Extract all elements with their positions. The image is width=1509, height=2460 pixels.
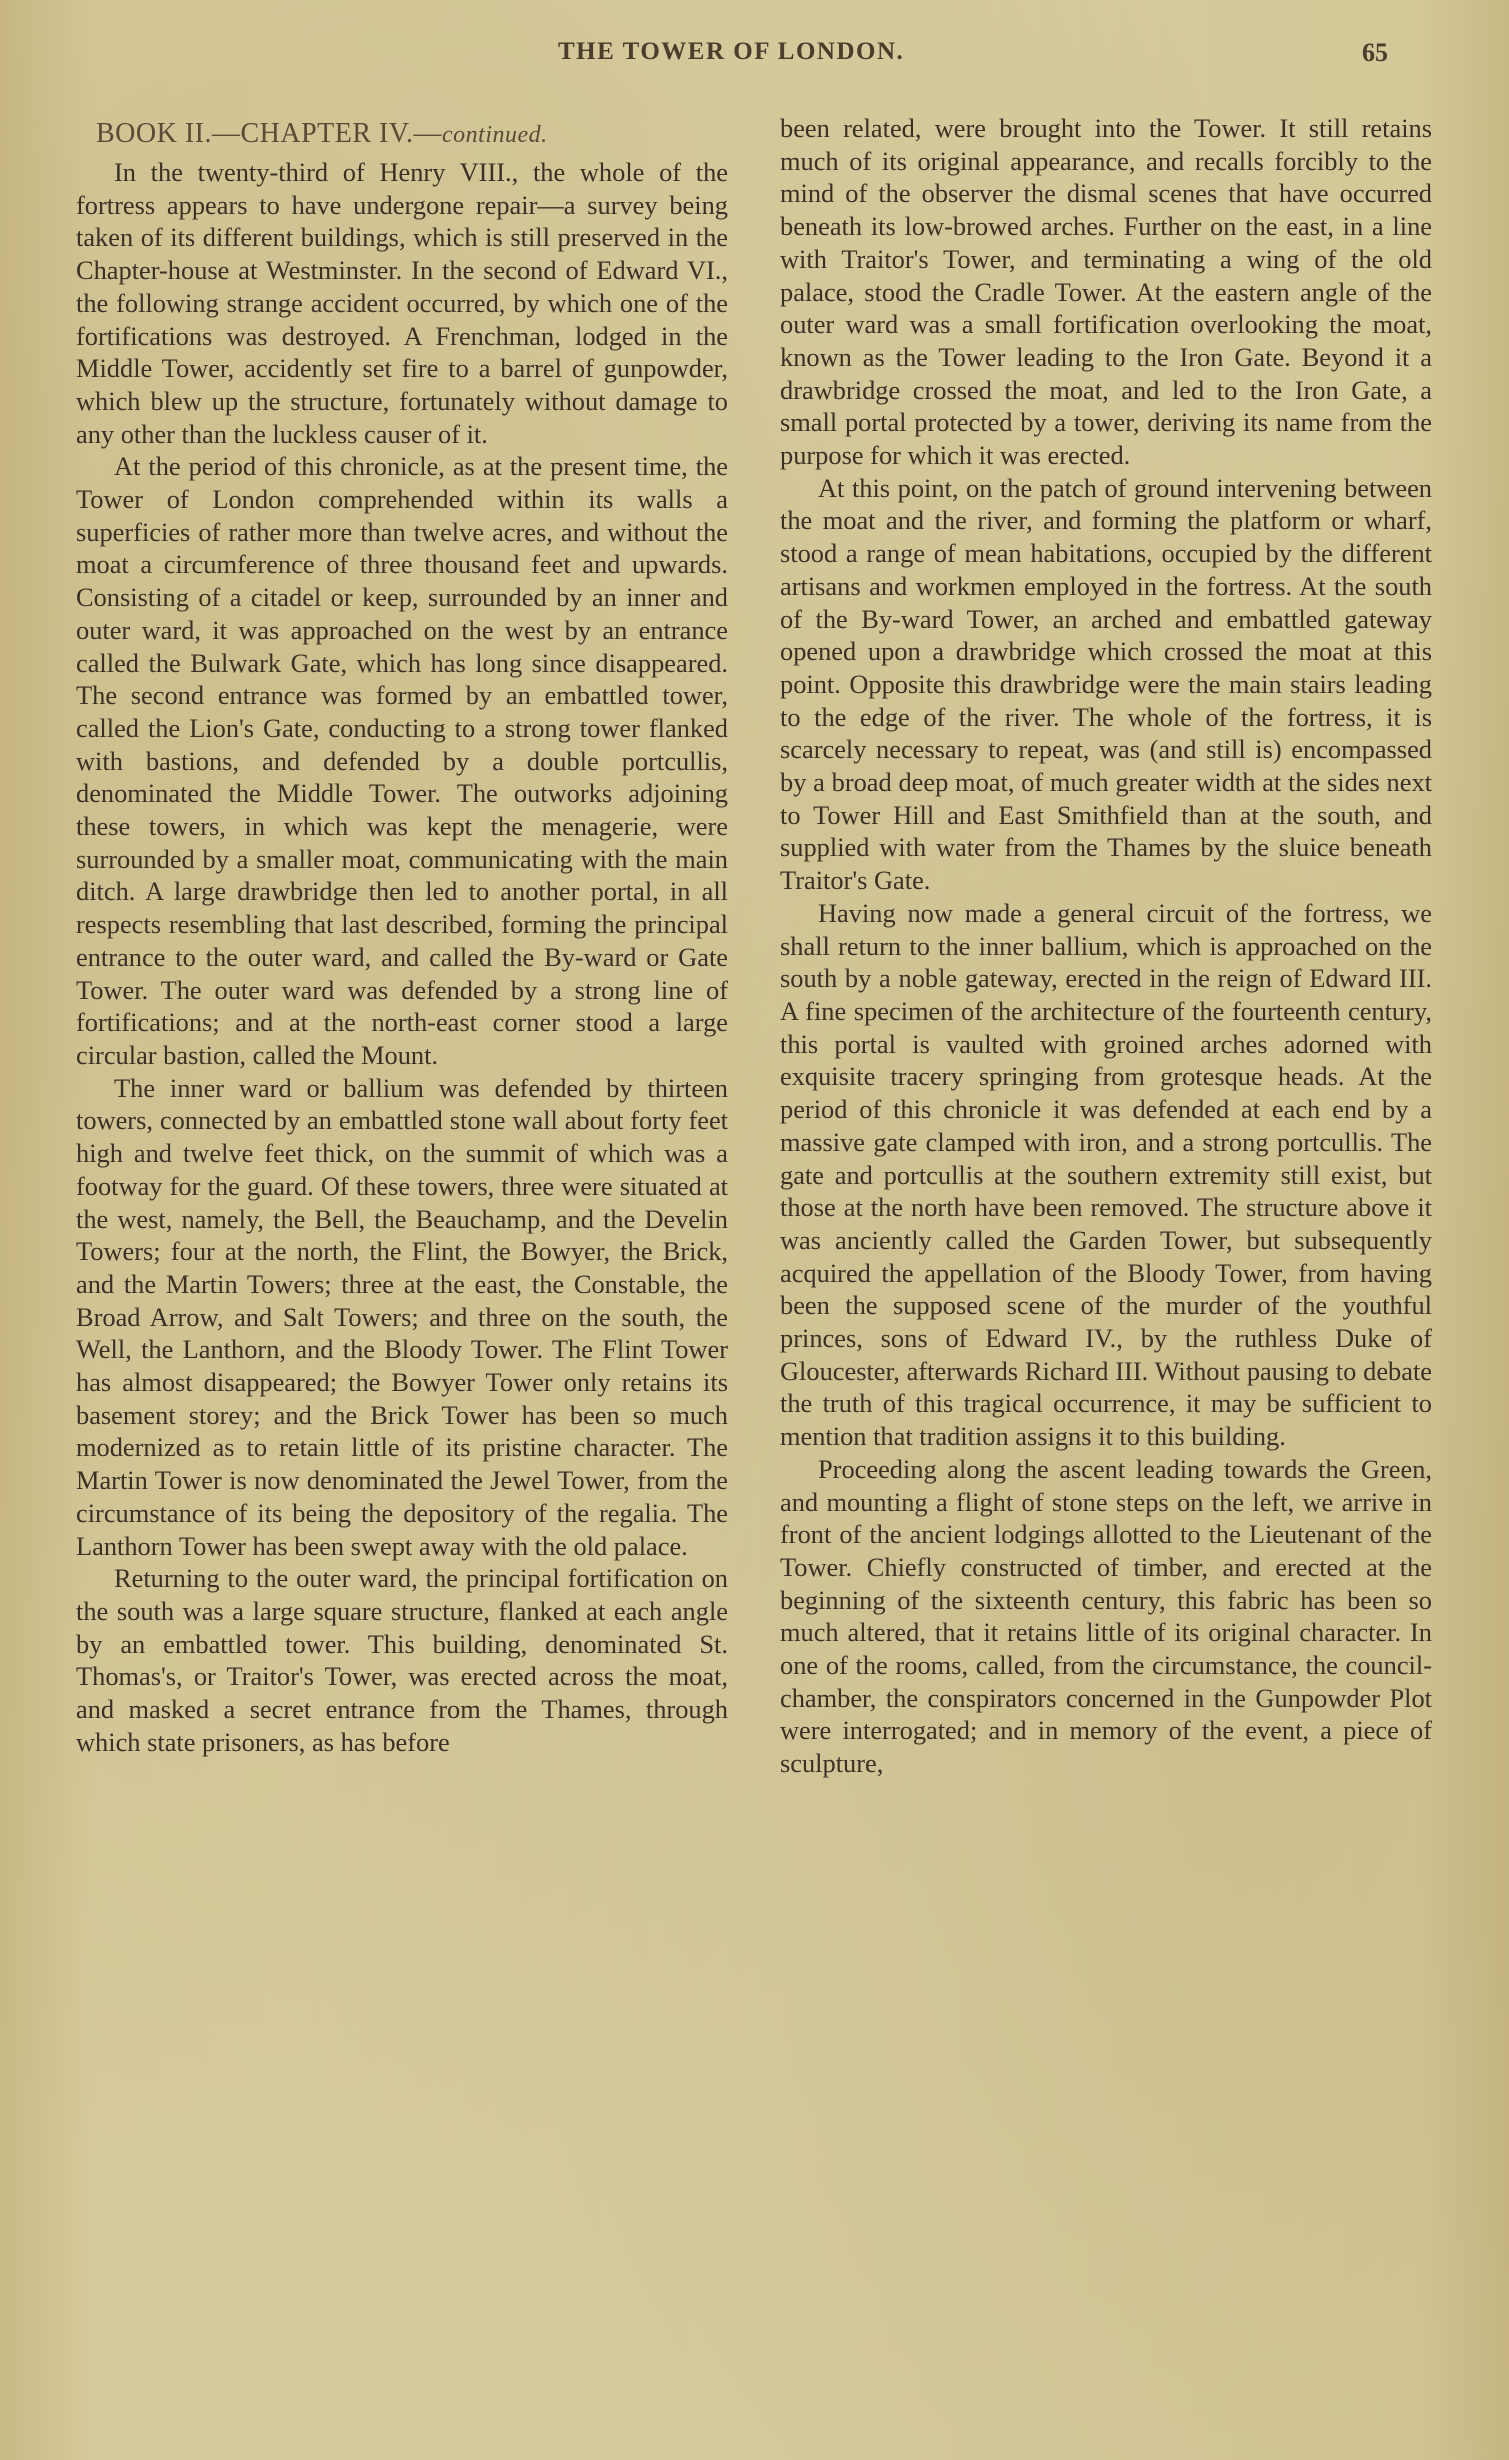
right-paragraph-2: At this point, on the patch of ground intervening between the moat and the river, and forming the platform or wharf, stood a range of mean habitations, occupied by the different artisans and workmen employed in the fortress. At the south of the By-ward Tower, an arched and embattled gateway opened upon a drawbridge which crossed the moat at this point. Opposite this drawbridge were the main stairs leading to the edge of the river. The whole of the fortress, it is scarcely necessary to repeat, was (and still is) encompassed by a broad deep moat, of much greater width at the sides next to Tower Hill and East Smithfield than at the south, and supplied with water from the Thames by the sluice beneath Traitor's Gate.: [780, 472, 1432, 896]
left-paragraph-4: Returning to the outer ward, the principal fortification on the south was a large square structure, flanked at each angle by an embattled tower. This building, denominated St. Thomas's, or Traitor's Tower, was erected across the moat, and masked a secret entrance from the Thames, through which state prisoners, as has before: [76, 1563, 728, 1757]
chapter-continued: continued.: [442, 122, 548, 148]
left-paragraph-2: At the period of this chronicle, as at the present time, the Tower of London comprehended within its walls a superficies of rather more than twelve acres, and without the moat a circumference of three thousand feet and upwards. Consisting of a citadel or keep, surrounded by an inner and outer ward, it was approached on the west by an entrance called the Bulwark Gate, which has long since disappeared. The second entrance was formed by an embattled tower, called the Lion's Gate, conducting to a strong tower flanked with bastions, and defended by a double portcullis, denominated the Middle Tower. The outworks adjoining these towers, in which was kept the menagerie, were surrounded by a smaller moat, communicating with the main ditch. A large drawbridge then led to another portal, in all respects resembling that last described, forming the principal entrance to the outer ward, and called the By-ward or Gate Tower. The outer ward was defended by a strong line of fortifications; and at the north-east corner stood a large circular bastion, called the Mount.: [76, 451, 728, 1070]
chapter-heading: [96, 117, 728, 152]
page-number: 65: [1362, 38, 1388, 67]
right-paragraph-3: Having now made a general circuit of the fortress, we shall return to the inner ballium, which is approached on the south by a noble gateway, erected in the reign of Edward III. A fine specimen of the architecture of the fourteenth century, this portal is vaulted with groined arches adorned with exquisite tracery springing from grotesque heads. At the period of this chronicle it was defended at each end by a massive gate clamped with iron, and a strong portcullis. The gate and portcullis at the southern extremity still exist, but those at the north have been removed. The structure above it was anciently called the Garden Tower, but subsequently acquired the appellation of the Bloody Tower, from having been the supposed scene of the murder of the youthful princes, sons of Edward IV., by the ruthless Duke of Gloucester, afterwards Richard III. Without pausing to debate the truth of this tragical occurrence, it may be sufficient to mention that tradition assigns it to this building.: [780, 897, 1432, 1452]
right-paragraph-4: Proceeding along the ascent leading towards the Green, and mounting a flight of stone steps on the left, we arrive in front of the ancient lodgings allotted to the Lieutenant of the Tower. Chiefly constructed of timber, and erected at the beginning of the sixteenth century, this fabric has been so much altered, that it retains little of its original character. In one of the rooms, called, from the circumstance, the council-chamber, the conspirators concerned in the Gunpowder Plot were interrogated; and in memory of the event, a piece of sculpture,: [780, 1453, 1432, 1779]
running-header: [0, 38, 1509, 78]
chapter-heading-text: BOOK II.—CHAPTER IV.—: [96, 118, 442, 149]
left-column: [76, 112, 728, 1758]
running-title: THE TOWER OF LONDON.: [558, 38, 905, 65]
left-paragraph-3: The inner ward or ballium was defended by thirteen towers, connected by an embattled stone wall about forty feet high and twelve feet thick, on the summit of which was a footway for the guard. Of these towers, three were situated at the west, namely, the Bell, the Beauchamp, and the Develin Towers; four at the north, the Flint, the Bowyer, the Brick, and the Martin Towers; three at the east, the Constable, the Broad Arrow, and Salt Towers; and three on the south, the Well, the Lanthorn, and the Bloody Tower. The Flint Tower has almost disappeared; the Bowyer Tower only retains its basement storey; and the Brick Tower has been so much modernized as to retain little of its pristine character. The Martin Tower is now denominated the Jewel Tower, from the circumstance of its being the depository of the regalia. The Lanthorn Tower has been swept away with the old palace.: [76, 1072, 728, 1561]
right-column: [780, 112, 1432, 1780]
right-paragraph-1: been related, were brought into the Tower. It still retains much of its original appearance, and recalls forcibly to the mind of the observer the dismal scenes that have occurred beneath its low-browed arches. Further on the east, in a line with Traitor's Tower, and terminating a wing of the old palace, stood the Cradle Tower. At the eastern angle of the outer ward was a small fortification overlooking the moat, known as the Tower leading to the Iron Gate. Beyond it a drawbridge crossed the moat, and led to the Iron Gate, a small portal protected by a tower, deriving its name from the purpose for which it was erected.: [780, 113, 1432, 471]
left-paragraph-1: In the twenty-third of Henry VIII., the whole of the fortress appears to have undergone repair—a survey being taken of its different buildings, which is still preserved in the Chapter-house at Westminster. In the second of Edward VI., the following strange accident occurred, by which one of the fortifications was destroyed. A Frenchman, lodged in the Middle Tower, accidently set fire to a barrel of gunpowder, which blew up the structure, fortunately without damage to any other than the luckless causer of it.: [76, 157, 728, 449]
